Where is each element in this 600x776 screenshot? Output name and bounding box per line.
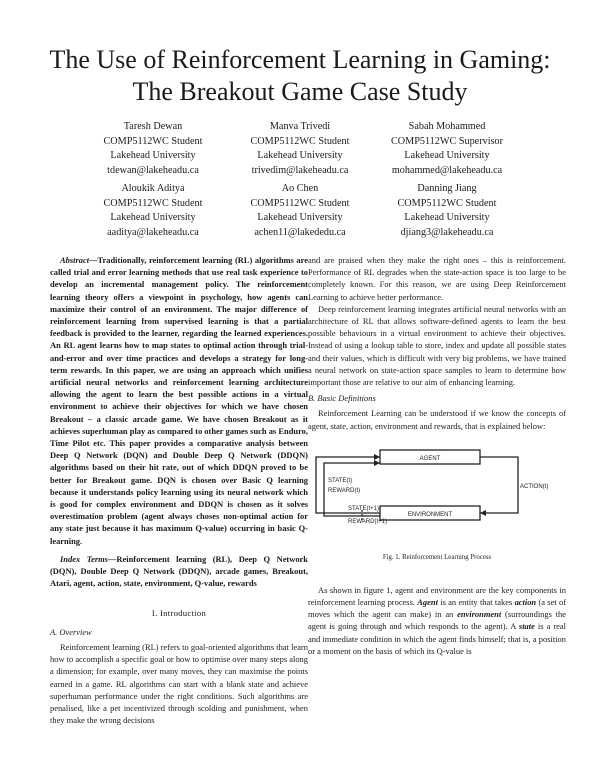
paragraph: Deep reinforcement learning integrates artificial neural networks with an architecture of RL that allows software-defined agents to learn the best possible behaviours in a virtual environment to achieve their objectives. Instead of using a lookup table to store, index and update all possible states and their values, which is difficult with very big problems, we have trained a neural network on state-action space samples to learn to determine how important those are relative to our aim of enhancing learning. <box>308 303 566 388</box>
abstract-text: Traditionally, reinforcement learning (RL) algorithms are called trial and error learning methods that use real task experience to develop an incremental management policy. The reinforcement learning theory offers a viewpoint in psychology, how agents can maximize their control of an environment. The major difference of reinforcement learning from supervised learning is that a partial feedback is provided to the learner, regarding the learned experiences. An RL agent learns how to map states to optimal action through trial-and-error and over time practices and develops a strategy for long-term rewards. In this paper, we are using an approach which unifies artificial neural networks and reinforcement learning architecture allowing the agent to learn the best possible actions in a virtual environment to achieve their objectives for which we have chosen Breakout – a classic arcade game. We have chosen Breakout as it achieves superhuman play as compared to other games such as Enduro, Time Pilot etc. This paper provides a comparative analysis between Deep Q Network (DQN) and Double Deep Q Network (DDQN) algorithms based on their hit rate, out of which DDQN proved to be better for Breakout game. DQN is chosen over Basic Q learning because it understands policy learning using its neural network which is good for complex environment and DDQN is chosen as it solves overestimation problem (agent always choses non-optimal action for any state just because it has maximum Q-value) occurring in basic Q-learning. <box>50 255 308 546</box>
author-block <box>362 120 532 178</box>
author-role: COMP5112WC Student <box>103 197 203 209</box>
author-block <box>68 182 238 240</box>
term-agent: Agent <box>417 597 438 608</box>
state-next-label: STATE(t+1) <box>348 505 379 512</box>
author-email: aaditya@lakeheadu.ca <box>107 226 199 238</box>
index-terms <box>50 553 308 590</box>
author-role: COMP5112WC Student <box>250 197 350 209</box>
author-email: mohammed@lakeheadu.ca <box>391 164 503 176</box>
paragraph: Reinforcement Learning can be understood if we know the concepts of agent, state, action, environment and rewards, that is explained below: <box>308 408 566 431</box>
author-email: trivedim@lakeheadu.ca <box>251 164 349 176</box>
author-affiliation: Lakehead University <box>404 150 490 162</box>
index-terms-text: —Reinforcement learning (RL), Deep Q Network (DQN), Double Deep Q Network (DDQN), arcade games, Breakout, Atari, agent, action, state, environment, Q-value, rewards <box>50 553 308 589</box>
author-affiliation: Lakehead University <box>110 150 196 162</box>
abstract <box>50 254 308 547</box>
text-run: (a set of moves which the agent can make) in an <box>308 597 567 620</box>
text-run: (surroundings the agent is going through and which responds to the agent). A <box>308 609 567 632</box>
left-column <box>50 254 308 726</box>
arrow-head <box>480 510 486 516</box>
author-name: Taresh Dewan <box>123 121 183 132</box>
index-terms-label: Index Terms <box>60 553 108 564</box>
right-column <box>308 254 566 657</box>
paragraph: and are praised when they make the right ones – this is reinforcement. Performance of RL degrades when the state-action space is too large to be completely known. For this reason, we are using Deep Reinforcement Learning to achieve better performance. <box>308 255 566 302</box>
author-name: Aloukik Aditya <box>121 183 185 194</box>
paragraph <box>308 584 566 657</box>
text-run: is a real and immediate condition in which the agent finds himself; that is, a position or a moment on the basis of which its Q-value is <box>308 621 566 656</box>
text-run: As shown in figure 1, agent and environment are the key components in reinforcement learning process. <box>308 584 566 608</box>
agent-label: AGENT <box>419 455 441 462</box>
state-label: STATE(t) <box>328 477 353 484</box>
environment-label: ENVIRONMENT <box>407 511 453 518</box>
reward-label: REWARD(t) <box>328 487 361 494</box>
abstract-label: Abstract— <box>60 255 98 265</box>
overview-paragraph: Reinforcement learning (RL) refers to goal-oriented algorithms that learn how to accomplish a specific goal or how to optimise over many steps along a dimension; for example, over many moves, they can maximise the points earned in a game. RL algorithms can start with a blank state and achieve superhuman performance under the right conditions. Such algorithms are penalised, like a pet incentivized through scolding and punishment, when they make the wrong decisions <box>50 641 308 726</box>
author-role: COMP5112WC Student <box>397 197 497 209</box>
arrow-head <box>374 454 380 460</box>
author-block <box>362 182 532 240</box>
author-name: Sabah Mohammed <box>408 121 486 132</box>
text-run: is an entity that takes <box>437 597 515 608</box>
author-role: COMP5112WC Student <box>103 135 203 147</box>
author-block <box>215 120 385 178</box>
action-label: ACTION(t) <box>520 483 549 490</box>
rl-process-figure <box>308 442 566 570</box>
subsection-heading: A. Overview <box>50 626 92 637</box>
rl-diagram <box>308 442 566 547</box>
action-arrow-line <box>480 457 518 513</box>
paper-title <box>30 44 570 108</box>
author-affiliation: Lakehead University <box>257 212 343 224</box>
author-role: COMP5112WC Student <box>250 135 350 147</box>
author-role: COMP5112WC Supervisor <box>391 135 503 147</box>
figure-caption: Fig. 1. Reinforcement Learning Process <box>382 554 492 562</box>
author-email: achen11@lakededu.ca <box>254 226 346 238</box>
state-feedback-line <box>316 457 380 513</box>
author-affiliation: Lakehead University <box>257 150 343 162</box>
author-block <box>215 182 385 240</box>
author-email: djiang3@lakeheadu.ca <box>400 226 494 238</box>
term-environment: environment <box>457 609 502 620</box>
author-email: tdewan@lakeheadu.ca <box>107 164 199 176</box>
author-affiliation: Lakehead University <box>110 212 196 224</box>
arrow-head <box>374 460 380 466</box>
term-state: state <box>518 621 535 632</box>
author-affiliation: Lakehead University <box>404 212 490 224</box>
author-name: Ao Chen <box>281 183 319 194</box>
term-action: action <box>514 597 537 608</box>
title-line-1: The Use of Reinforcement Learning in Gaming: <box>49 45 551 74</box>
title-line-2: The Breakout Game Case Study <box>132 77 468 106</box>
author-name: Danning Jiang <box>417 183 477 194</box>
author-name: Manva Trivedi <box>269 121 331 132</box>
author-block <box>68 120 238 178</box>
section-heading: I. Introduction <box>151 608 207 619</box>
reward-next-label: REWARD(t+1) <box>348 518 387 525</box>
subsection-heading: B. Basic Definitions <box>308 393 376 404</box>
